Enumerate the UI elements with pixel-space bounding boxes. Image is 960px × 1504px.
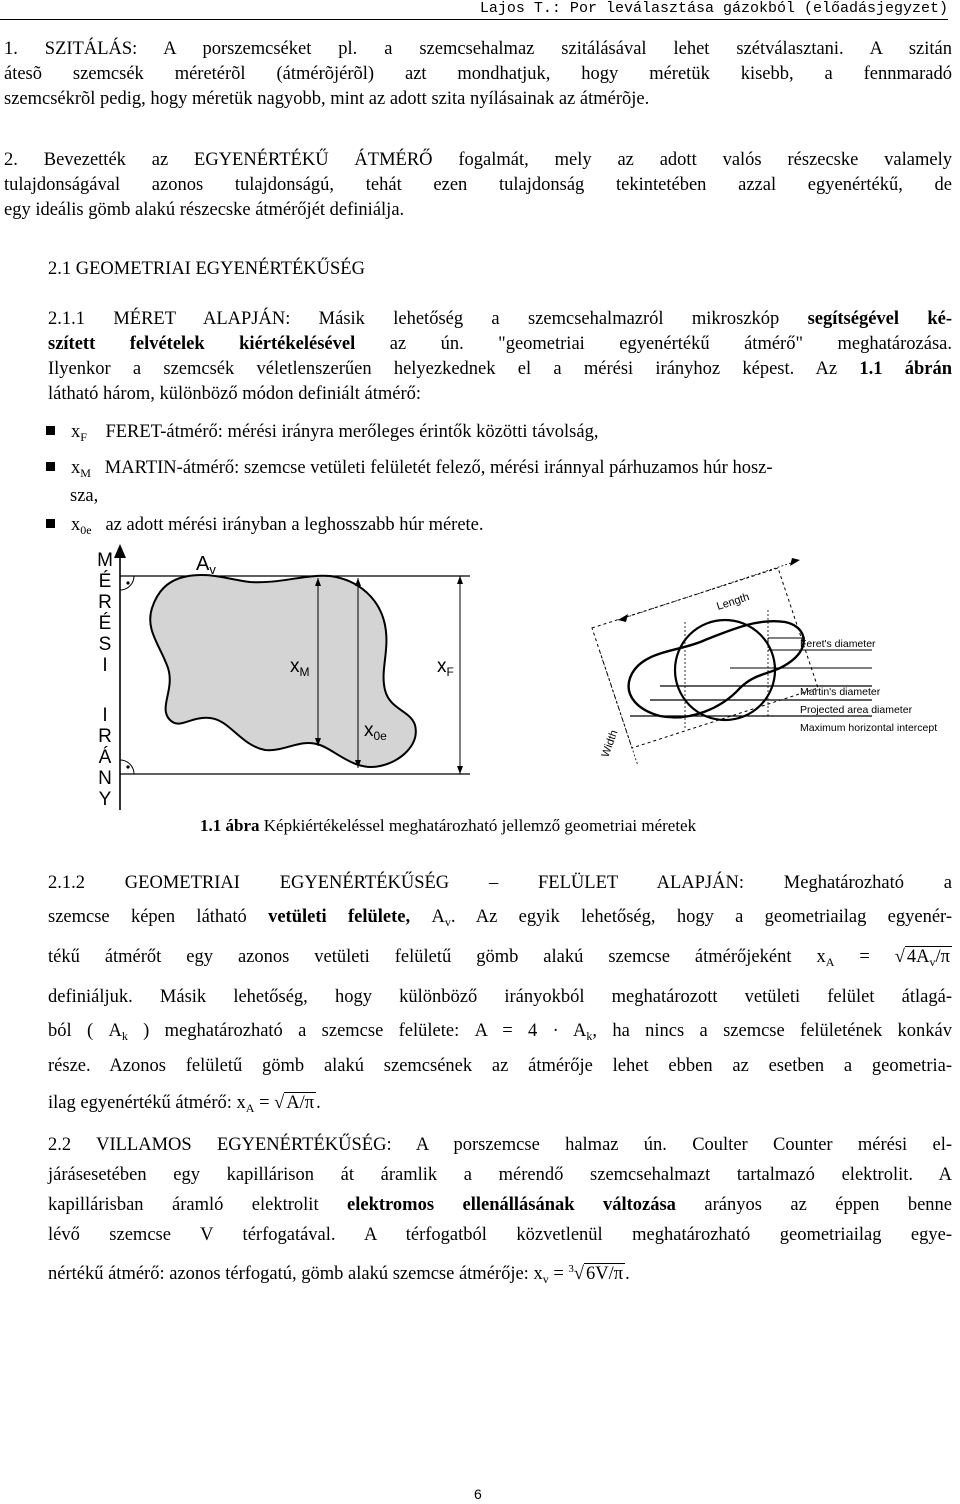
running-header: Lajos T.: Por leválasztása gázokból (előadásjegyzet)	[0, 0, 948, 20]
text-line	[48, 935, 952, 980]
caption-number: 1.1 ábra	[200, 816, 260, 835]
label-width: Width	[599, 728, 621, 760]
text-run: kapillárisban áramló elektrolit	[48, 1195, 319, 1215]
paragraph-surface-based	[48, 866, 952, 1124]
label-feret: Feret's diameter	[800, 638, 876, 650]
dimension-xf	[457, 576, 463, 774]
vertical-letter: M	[97, 550, 113, 571]
label-length: Length	[715, 591, 751, 613]
bullet-text: az adott mérési irányban a leghosszabb húr mérete.	[105, 515, 484, 535]
label-xm: $x_M$	[290, 656, 310, 679]
symbol: x	[71, 422, 81, 442]
section-heading-2-1: 2.1 GEOMETRIAI EGYENÉRTÉKŰSÉG	[48, 259, 365, 279]
formula-xa-surface: $x_A$ = √ A/π	[236, 1093, 315, 1115]
formula-xv: $x_v = ^3√$ 6V/π	[533, 1263, 624, 1287]
text-line	[48, 1190, 952, 1220]
particle-diagram-right	[592, 558, 937, 766]
text-run: ) meghatározható a szemcse felülete:	[143, 1021, 460, 1041]
vertical-letter: R	[98, 726, 112, 747]
subscript: M	[80, 466, 91, 480]
text-line: 1. SZITÁLÁS: A porszemcséket pl. a szemcsehalmaz szitálásával lehet szétválasztani. A szitán	[4, 39, 952, 59]
measurement-direction-label	[97, 550, 113, 810]
paragraph-size-based	[48, 307, 952, 407]
direction-arrow-head	[114, 544, 126, 558]
label-xf: $x_F$	[437, 656, 454, 679]
particle-outline	[629, 621, 804, 717]
vertical-letter: É	[98, 613, 112, 634]
text-line: járásesetében egy kapillárison át áramlik a mérendő szemcsehalmazt tartalmazó elektrolit. A	[48, 1165, 952, 1185]
formula-xa-area: $x_A$ = √ $4A_v/\pi$	[816, 947, 950, 969]
vertical-letter: Y	[98, 789, 112, 810]
text-run: . Az egyik lehetőség, hogy a geometriailag egyenér-	[450, 907, 953, 927]
text-line	[48, 307, 952, 332]
text-line: szemcsékrõl pedig, hogy méretük nagyobb, mint az adott szita nyílásainak az átmérõje.	[4, 89, 650, 109]
text-line: látható három, különböző módon definiált átmérő:	[48, 384, 421, 404]
vertical-letter: Á	[98, 747, 112, 768]
bullet-square-icon	[46, 462, 55, 471]
bullet-longest-chord	[46, 513, 484, 539]
symbol-av: $A_v$	[431, 907, 451, 929]
label-max-horizontal: Maximum horizontal intercept	[800, 722, 938, 734]
bounding-rectangle	[592, 568, 818, 748]
text-line	[48, 357, 952, 382]
figure-caption	[200, 816, 696, 836]
equivalent-circle	[675, 620, 775, 720]
bold-run: 1.1 ábrán	[859, 359, 953, 379]
bullet-text: MARTIN-átmérő: szemcse vetületi felületét felező, mérési iránnyal párhuzamos húr hosz-	[104, 458, 773, 478]
text-line: egy ideális gömb alakú részecske átmérőjét definiálja.	[4, 200, 405, 220]
vertical-letter: I	[102, 705, 108, 726]
subscript: 0e	[80, 523, 92, 537]
angle-dot	[126, 765, 129, 768]
text-run: Ilyenkor a szemcsék véletlenszerűen helyezkednek el a mérési irányhoz képest. Az	[48, 359, 838, 379]
text-line: 2. Bevezették az EGYENÉRTÉKŰ ÁTMÉRŐ fogalmát, mely az adott valós részecske valamely	[4, 150, 952, 170]
subscript: F	[80, 430, 87, 444]
text-run: nértékű átmérő: azonos térfogatú, gömb alakú szemcse átmérője:	[48, 1264, 529, 1285]
page-number: 6	[474, 1486, 482, 1502]
text-line: definiáljuk. Másik lehetőség, hogy különböző irányokból meghatározott vetületi felület átlagá-	[48, 987, 952, 1007]
label-av: $A_v$	[196, 553, 216, 577]
label-projected: Projected area diameter	[800, 704, 913, 716]
bold-run: szített felvételek kiértékelésével	[48, 334, 356, 354]
vertical-letter: R	[98, 592, 112, 613]
bold-run: segítségével ké-	[807, 309, 952, 329]
bold-run: vetületi felülete,	[268, 907, 411, 927]
bold-run: elektromos ellenállásának változása	[347, 1195, 676, 1215]
text-line: nértékű átmérő: azonos térfogatú, gömb alakú szemcse átmérője: $x_v = ^3√$ 6V/π .	[48, 1263, 630, 1287]
text-line	[48, 900, 952, 935]
text-line: tulajdonságával azonos tulajdonságú, tehát ezen tulajdonság tekintetében azzal egyenértékű, de	[4, 175, 952, 195]
symbol-ak: $A_k$	[108, 1021, 128, 1043]
text-run: szemcse képen látható	[48, 907, 247, 927]
formula-surface: $A = 4 \cdot A_k$	[474, 1021, 593, 1043]
bullet-martin-continued: sza,	[70, 486, 99, 506]
text-run: 2.1.1 MÉRET ALAPJÁN: Másik lehetőség a szemcsehalmazról mikroszkóp	[48, 309, 780, 329]
text-line	[48, 332, 952, 357]
text-line: átesõ szemcsék méretérõl (átmérõjérõl) azt mondhatjuk, hogy méretük kisebb, a fennmaradó	[4, 64, 952, 84]
label-martin: Martin's diameter	[800, 686, 881, 698]
figure-geometric-diameters	[80, 540, 960, 820]
symbol: x	[71, 515, 81, 535]
paragraph-electrical	[48, 1130, 952, 1294]
bullet-text: FERET-átmérő: mérési irányra merőleges érintők közötti távolság,	[105, 422, 599, 442]
text-line: része. Azonos felületű gömb alakú szemcsének az átmérője lehet ebben az esetben a geometria-	[48, 1056, 952, 1076]
label-x0e: $x_{0e}$	[364, 720, 387, 743]
text-line	[48, 1014, 952, 1049]
text-line: ilag egyenértékű átmérő: $x_A$ = √ A/π .	[48, 1093, 321, 1115]
vertical-letter: N	[98, 768, 112, 789]
text-line: 2.2 VILLAMOS EGYENÉRTÉKŰSÉG: A porszemcse halmaz ún. Coulter Counter mérési el-	[48, 1135, 952, 1155]
paragraph-sieving	[4, 37, 952, 112]
bullet-square-icon	[46, 519, 55, 528]
text-run: ilag egyenértékű átmérő:	[48, 1093, 232, 1113]
vertical-letter: I	[102, 655, 108, 676]
bullet-martin	[46, 456, 952, 482]
text-run: arányos az éppen benne	[704, 1195, 953, 1215]
bullet-feret	[46, 420, 598, 446]
symbol: x	[71, 458, 81, 478]
vertical-letter: É	[98, 571, 112, 592]
angle-dot	[126, 581, 129, 584]
paragraph-equivalent-diameter	[4, 148, 952, 223]
caption-text: Képkiértékeléssel meghatározható jellemző geometriai méretek	[259, 816, 697, 835]
text-run: , ha nincs a szemcse felületének konkáv	[592, 1021, 952, 1041]
text-run: az ún. "geometriai egyenértékű átmérő" meghatározása.	[389, 334, 952, 354]
text-run: ból (	[48, 1021, 94, 1041]
text-run: tékű átmérőt egy azonos vetületi felületű gömb alakú szemcse átmérőjeként	[48, 947, 792, 967]
text-line: lévő szemcse V térfogatával. A térfogatból közvetlenül meghatározható geometriailag egye-	[48, 1225, 952, 1245]
text-line: 2.1.2 GEOMETRIAI EGYENÉRTÉKŰSÉG – FELÜLET ALAPJÁN: Meghatározható a	[48, 873, 952, 893]
bullet-square-icon	[46, 426, 55, 435]
vertical-letter: S	[98, 634, 112, 655]
